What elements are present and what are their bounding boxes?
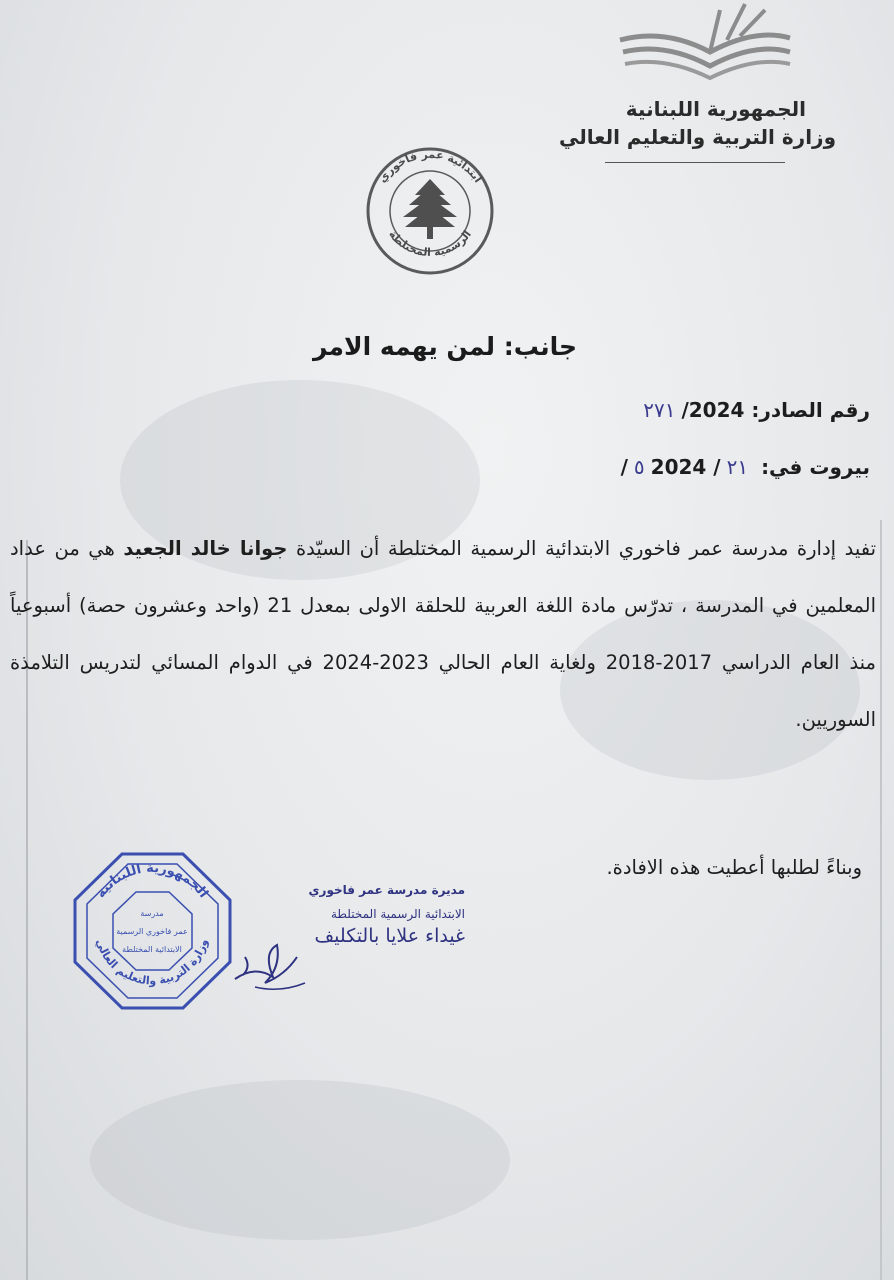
reference-number-handwritten: ٢٧١ xyxy=(643,398,676,422)
header-underline xyxy=(605,162,785,163)
handwritten-signature xyxy=(225,917,345,997)
ministry-stamp xyxy=(70,850,235,1012)
book-logo-icon xyxy=(615,0,795,80)
stamp-ring-bottom: الرسمية المختلطة xyxy=(386,227,474,259)
dateline-label: بيروت في: xyxy=(761,455,870,479)
ministry-header xyxy=(536,95,836,151)
signatory-title-1: مديرة مدرسة عمر فاخوري xyxy=(308,883,465,897)
stamp2-ring-top: الجمهورية اللبنانية xyxy=(93,860,211,901)
date-day-handwritten: ٢١ xyxy=(726,455,749,479)
letter-subject: جانب: لمن يهمه الامر xyxy=(312,332,578,361)
republic-title: الجمهورية اللبنانية xyxy=(625,97,806,121)
stamp2-ring-bottom: وزارة التربية والتعليم العالي xyxy=(93,937,211,988)
dateline: بيروت في: ٢١/ ٥2024/ xyxy=(620,455,870,479)
date-month-handwritten: ٥ xyxy=(633,455,645,479)
closing-line: وبناءً لطلبها أعطيت هذه الافادة. xyxy=(606,856,862,879)
reference-label: رقم الصادر: xyxy=(751,398,870,422)
ministry-title: وزارة التربية والتعليم العالي xyxy=(559,125,836,149)
paper-shadow xyxy=(90,1080,510,1240)
date-year: 2024/ xyxy=(620,455,707,479)
stamp-ring-top: ابتدائية عمر فاخوري xyxy=(375,147,485,186)
reference-number xyxy=(270,398,870,422)
stamp2-center-3: الابتدائية المختلطة xyxy=(122,945,182,954)
stamp2-center-1: مدرسة xyxy=(140,909,164,918)
reference-year: /2024 xyxy=(681,398,745,422)
school-stamp xyxy=(355,145,505,275)
body-part-1: تفيد إدارة مدرسة عمر فاخوري الابتدائية الرسمية المختلطة أن السيّدة xyxy=(287,537,876,560)
signatory-title-2: الابتدائية الرسمية المختلطة xyxy=(331,907,465,921)
signatory-name: غيداء علايا بالتكليف xyxy=(314,925,465,947)
cedar-icon xyxy=(403,179,457,239)
stamp2-center-2: عمر فاخوري الرسمية xyxy=(116,927,188,936)
paper-fold xyxy=(880,520,882,1280)
letter-body xyxy=(10,520,876,748)
body-part-2: هي من عداد المعلمين في المدرسة ، تدرّس مادة اللغة العربية للحلقة الاولى بمعدل 21 (واحد وعشرون حصة) أسبوعياً منذ العام الدراسي 2017-2018 ولغاية العام الحالي 2023-2024 في الدوام المسائي لتدريس التلامذة السوريين. xyxy=(10,537,877,731)
teacher-name: جوانا خالد الجعيد xyxy=(123,537,288,560)
signature-block xyxy=(250,875,465,995)
